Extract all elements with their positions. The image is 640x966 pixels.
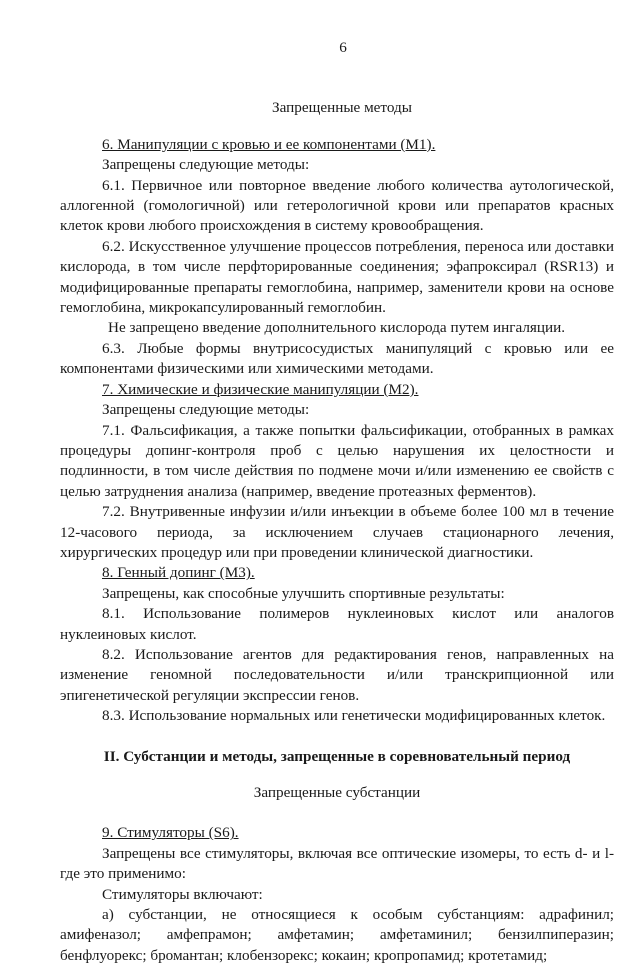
s6-paragraph-2: Стимуляторы включают: bbox=[102, 885, 263, 903]
m2-heading: 7. Химические и физические манипуляции (М2). bbox=[102, 380, 419, 398]
m3-paragraph-8-2: 8.2. Использование агентов для редактирования генов, направленных на изменение геномной последовательности и/или транскрипционной или эпигенетической регуляции экспрессии генов. bbox=[60, 645, 614, 704]
m1-note: Не запрещено введение дополнительного кислорода путем ингаляции. bbox=[108, 319, 566, 337]
s6-paragraph-3: а) субстанции, не относящиеся к особым субстанциям: адрафинил; амифеназол; амфепрамон; амфетамин; амфетаминил; бензилпиперазин; бенфлуорекс; бромантан; клобензорекс; кокаин; кропропамид; кротетамид; bbox=[60, 906, 614, 964]
s6-heading: 9. Стимуляторы (S6). bbox=[102, 824, 239, 842]
m1-paragraph-6-1: 6.1. Первичное или повторное введение любого количества аутологической, аллогенной (гомологичной) или гетерологичной крови или препаратов красных клеток крови любого происхождения в систему кровообращения. bbox=[60, 176, 614, 235]
m3-intro: Запрещены, как способные улучшить спортивные результаты: bbox=[102, 584, 505, 602]
m2-paragraph-7-1: 7.1. Фальсификация, а также попытки фальсификации, отобранных в рамках процедуры допинг-контроля проб с целью нарушения их целостности и подлинности, в том числе действия по подмене мочи и/или изменению ее свойств с целью затруднения анализа (например, введение протеазных ферментов). bbox=[60, 421, 614, 500]
m3-paragraph-8-1: 8.1. Использование полимеров нуклеиновых кислот или аналогов нуклеиновых кислот. bbox=[60, 605, 614, 643]
m3-heading: 8. Генный допинг (М3). bbox=[102, 564, 255, 582]
m2-paragraph-7-2: 7.2. Внутривенные инфузии и/или инъекции в объеме более 100 мл в течение 12-часового периода, за исключением случаев стационарного лечения, хирургических процедур или при проведении клинической диагностики. bbox=[60, 503, 614, 561]
m1-intro: Запрещены следующие методы: bbox=[102, 156, 310, 174]
section-2-subtitle: Запрещенные субстанции bbox=[253, 784, 421, 801]
m1-paragraph-6-2: 6.2. Искусственное улучшение процессов потребления, переноса или доставки кислорода, в том числе перфторированные соединения; эфапроксирал (RSR13) и модифицированные препараты гемоглобина, например, заменители крови на основе гемоглобина, микрокапсулированный гемоглобин. bbox=[60, 237, 614, 317]
page-number: 6 bbox=[339, 39, 347, 56]
m2-intro: Запрещены следующие методы: bbox=[102, 401, 310, 419]
s6-paragraph-1: Запрещены все стимуляторы, включая все оптические изомеры, то есть d- и l- где это применимо: bbox=[60, 844, 614, 883]
m1-paragraph-6-3: 6.3. Любые формы внутрисосудистых манипуляций с кровью или ее компонентами физическими или химическими методами. bbox=[60, 339, 614, 378]
section-2-heading: II. Субстанции и методы, запрещенные в соревновательный период bbox=[103, 747, 571, 765]
methods-title: Запрещенные методы bbox=[272, 99, 412, 117]
m1-heading: 6. Манипуляции с кровью и ее компонентами (М1). bbox=[102, 135, 436, 153]
m3-paragraph-8-3: 8.3. Использование нормальных или генетически модифицированных клеток. bbox=[102, 707, 606, 725]
